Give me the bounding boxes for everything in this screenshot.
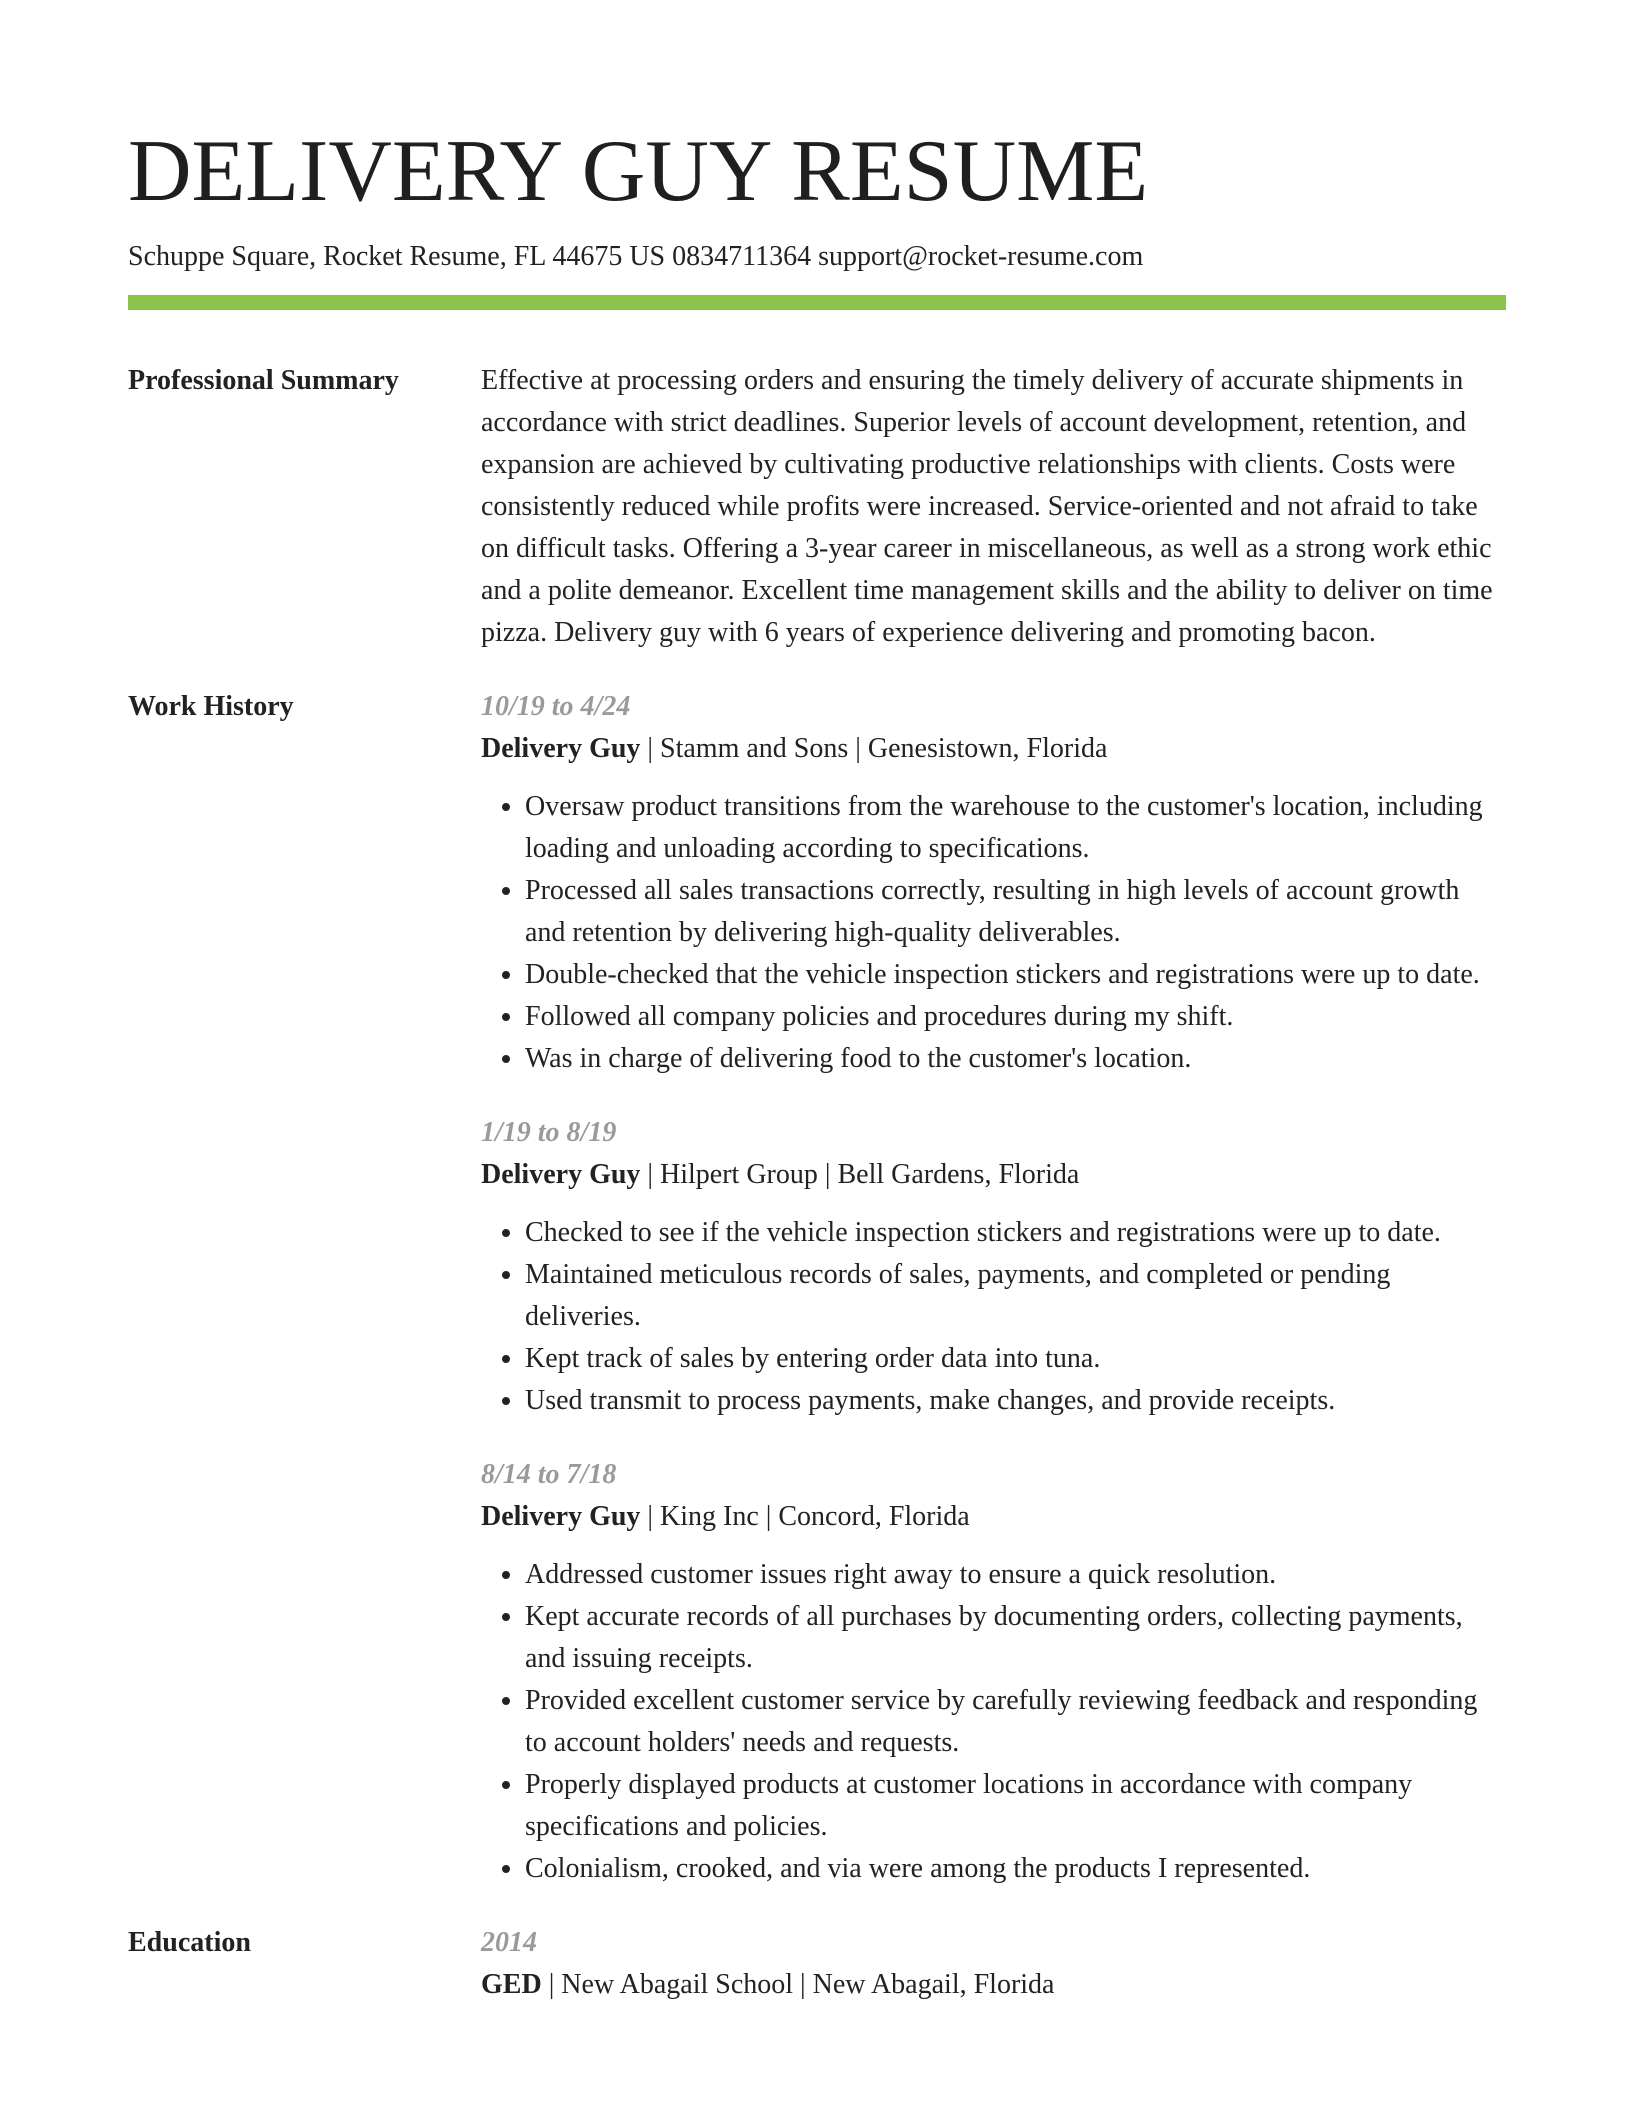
job-duties xyxy=(481,1212,1506,1422)
job-duty: • Oversaw product transitions from the warehouse to the customer's location, including loading and unloading according to specifications. xyxy=(525,786,1506,870)
job-title: Delivery Guy xyxy=(481,733,641,764)
professional-summary-section xyxy=(128,360,1506,654)
section-label-work: Work History xyxy=(128,691,294,722)
education-degree-line xyxy=(481,1964,1506,2006)
job-entry xyxy=(481,1454,1506,1890)
job-employer-location: | Hilpert Group | Bell Gardens, Florida xyxy=(640,1159,1080,1190)
job-title: Delivery Guy xyxy=(481,1501,641,1532)
job-role-line xyxy=(481,1154,1506,1196)
job-duty: • Followed all company policies and procedures during my shift. xyxy=(525,996,1506,1038)
job-duty: • Addressed customer issues right away to ensure a quick resolution. xyxy=(525,1554,1506,1596)
section-label-education: Education xyxy=(128,1927,251,1958)
education-section xyxy=(128,1922,1506,2006)
resume-title: DELIVERY GUY RESUME xyxy=(128,123,1149,220)
job-duty: • Properly displayed products at customer locations in accordance with company specifications and policies. xyxy=(525,1764,1506,1848)
job-duty: • Processed all sales transactions correctly, resulting in high levels of account growth and retention by delivering high-quality deliverables. xyxy=(525,870,1506,954)
job-employer-location: | King Inc | Concord, Florida xyxy=(640,1501,970,1532)
work-history-list xyxy=(481,686,1506,1890)
job-title: Delivery Guy xyxy=(481,1159,641,1190)
job-duty: • Kept track of sales by entering order data into tuna. xyxy=(525,1338,1506,1380)
education-entry xyxy=(481,1922,1506,2006)
job-employer-location: | Stamm and Sons | Genesistown, Florida xyxy=(640,733,1108,764)
section-label-summary: Professional Summary xyxy=(128,365,399,396)
job-entry xyxy=(481,1112,1506,1422)
job-duties xyxy=(481,1554,1506,1890)
job-role-line xyxy=(481,728,1506,770)
job-duty: • Colonialism, crooked, and via were among the products I represented. xyxy=(525,1848,1506,1890)
contact-line: Schuppe Square, Rocket Resume, FL 44675 US 0834711364 support@rocket-resume.com xyxy=(128,241,1144,272)
job-duty: • Provided excellent customer service by carefully reviewing feedback and responding to account holders' needs and requests. xyxy=(525,1680,1506,1764)
header-divider xyxy=(128,295,1506,310)
job-duties xyxy=(481,786,1506,1080)
job-entry xyxy=(481,686,1506,1080)
job-duty: • Checked to see if the vehicle inspection stickers and registrations were up to date. xyxy=(525,1212,1506,1254)
education-dates: 2014 xyxy=(481,1927,537,1958)
job-dates: 8/14 to 7/18 xyxy=(481,1459,617,1490)
job-duty: • Double-checked that the vehicle inspection stickers and registrations were up to date. xyxy=(525,954,1506,996)
job-duty: • Maintained meticulous records of sales, payments, and completed or pending deliveries. xyxy=(525,1254,1506,1338)
work-history-section xyxy=(128,686,1506,1890)
job-role-line xyxy=(481,1496,1506,1538)
job-duty: • Used transmit to process payments, make changes, and provide receipts. xyxy=(525,1380,1506,1422)
summary-text: Effective at processing orders and ensuring the timely delivery of accurate shipments in accordance with strict deadlines. Superior levels of account development, retention, and expansion are achieved by cultivating productive relationships with clients. Costs were consistently reduced while profits were increased. Service-oriented and not afraid to take on difficult tasks. Offering a 3-year career in miscellaneous, as well as a strong work ethic and a polite demeanor. Excellent time management skills and the ability to deliver on time pizza. Delivery guy with 6 years of experience delivering and promoting bacon. xyxy=(481,365,1493,648)
job-dates: 1/19 to 8/19 xyxy=(481,1117,617,1148)
resume-page xyxy=(128,118,1506,2006)
job-dates: 10/19 to 4/24 xyxy=(481,691,631,722)
job-duty: • Kept accurate records of all purchases by documenting orders, collecting payments, and issuing receipts. xyxy=(525,1596,1506,1680)
education-school-location: | New Abagail School | New Abagail, Florida xyxy=(541,1969,1055,2000)
job-duty: • Was in charge of delivering food to the customer's location. xyxy=(525,1038,1506,1080)
education-degree: GED xyxy=(481,1969,542,2000)
